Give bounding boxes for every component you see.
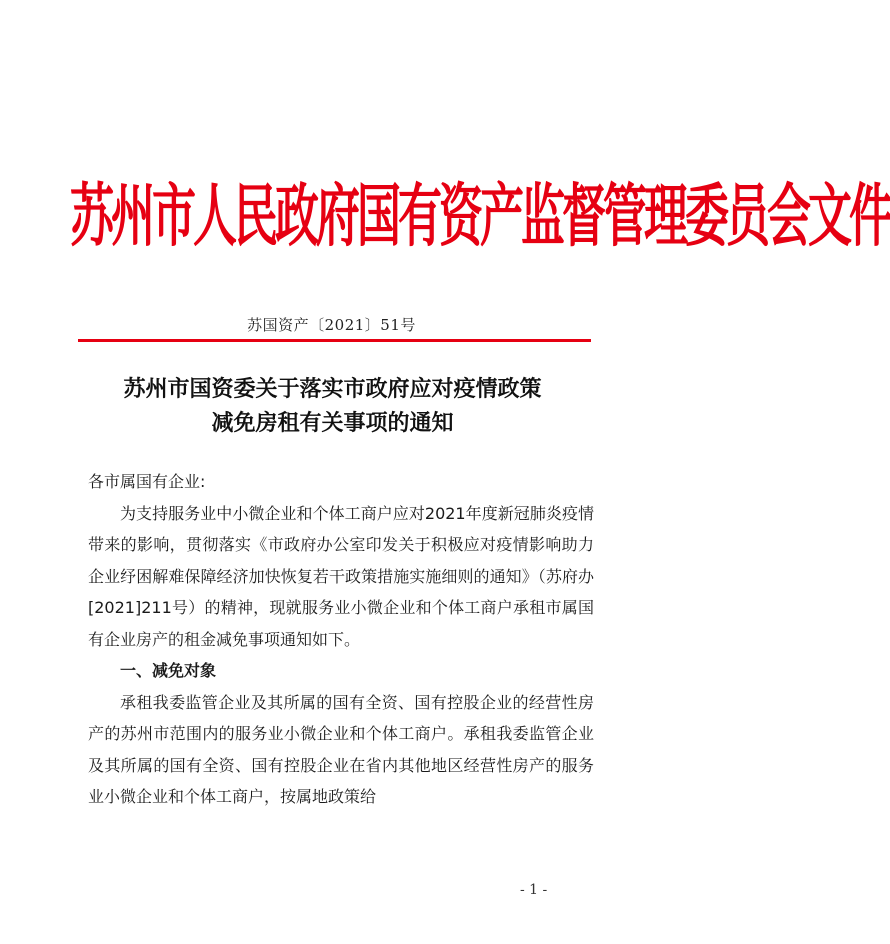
document-number: 苏国资产〔2021〕51号 — [247, 316, 416, 334]
section-1-paragraph: 承租我委监管企业及其所属的国有全资、国有控股企业的经营性房产的苏州市范围内的服务业小微企业和个体工商户。承租我委监管企业及其所属的国有全资、国有控股企业在省内其他地区经营性房产的服务业小微企业和个体工商户，按属地政策给 — [88, 692, 594, 806]
red-divider-line — [78, 339, 591, 342]
page-number: - 1 - — [520, 882, 548, 898]
document-title-line-1: 苏州市国资委关于落实市政府应对疫情政策 — [123, 376, 542, 402]
section-heading-1: 一、减免对象 — [120, 661, 217, 680]
salutation: 各市属国有企业: — [88, 472, 206, 491]
intro-paragraph: 为支持服务业中小微企业和个体工商户应对2021年度新冠肺炎疫情带来的影响，贯彻落实《市政府办公室印发关于积极应对疫情影响助力企业纾困解难保障经济加快恢复若干政策措施实施细则的通知》（苏府办[2021]211号）的精神，现就服务业小微企业和个体工商户承租市属国有企业房产的租金减免事项通知如下。 — [88, 503, 594, 649]
document-body — [88, 466, 594, 813]
document-title — [60, 372, 605, 440]
issuing-authority-header: 苏州市人民政府国有资产监督管理委员会文件 — [70, 177, 890, 257]
document-title-line-2: 减免房租有关事项的通知 — [211, 410, 454, 436]
